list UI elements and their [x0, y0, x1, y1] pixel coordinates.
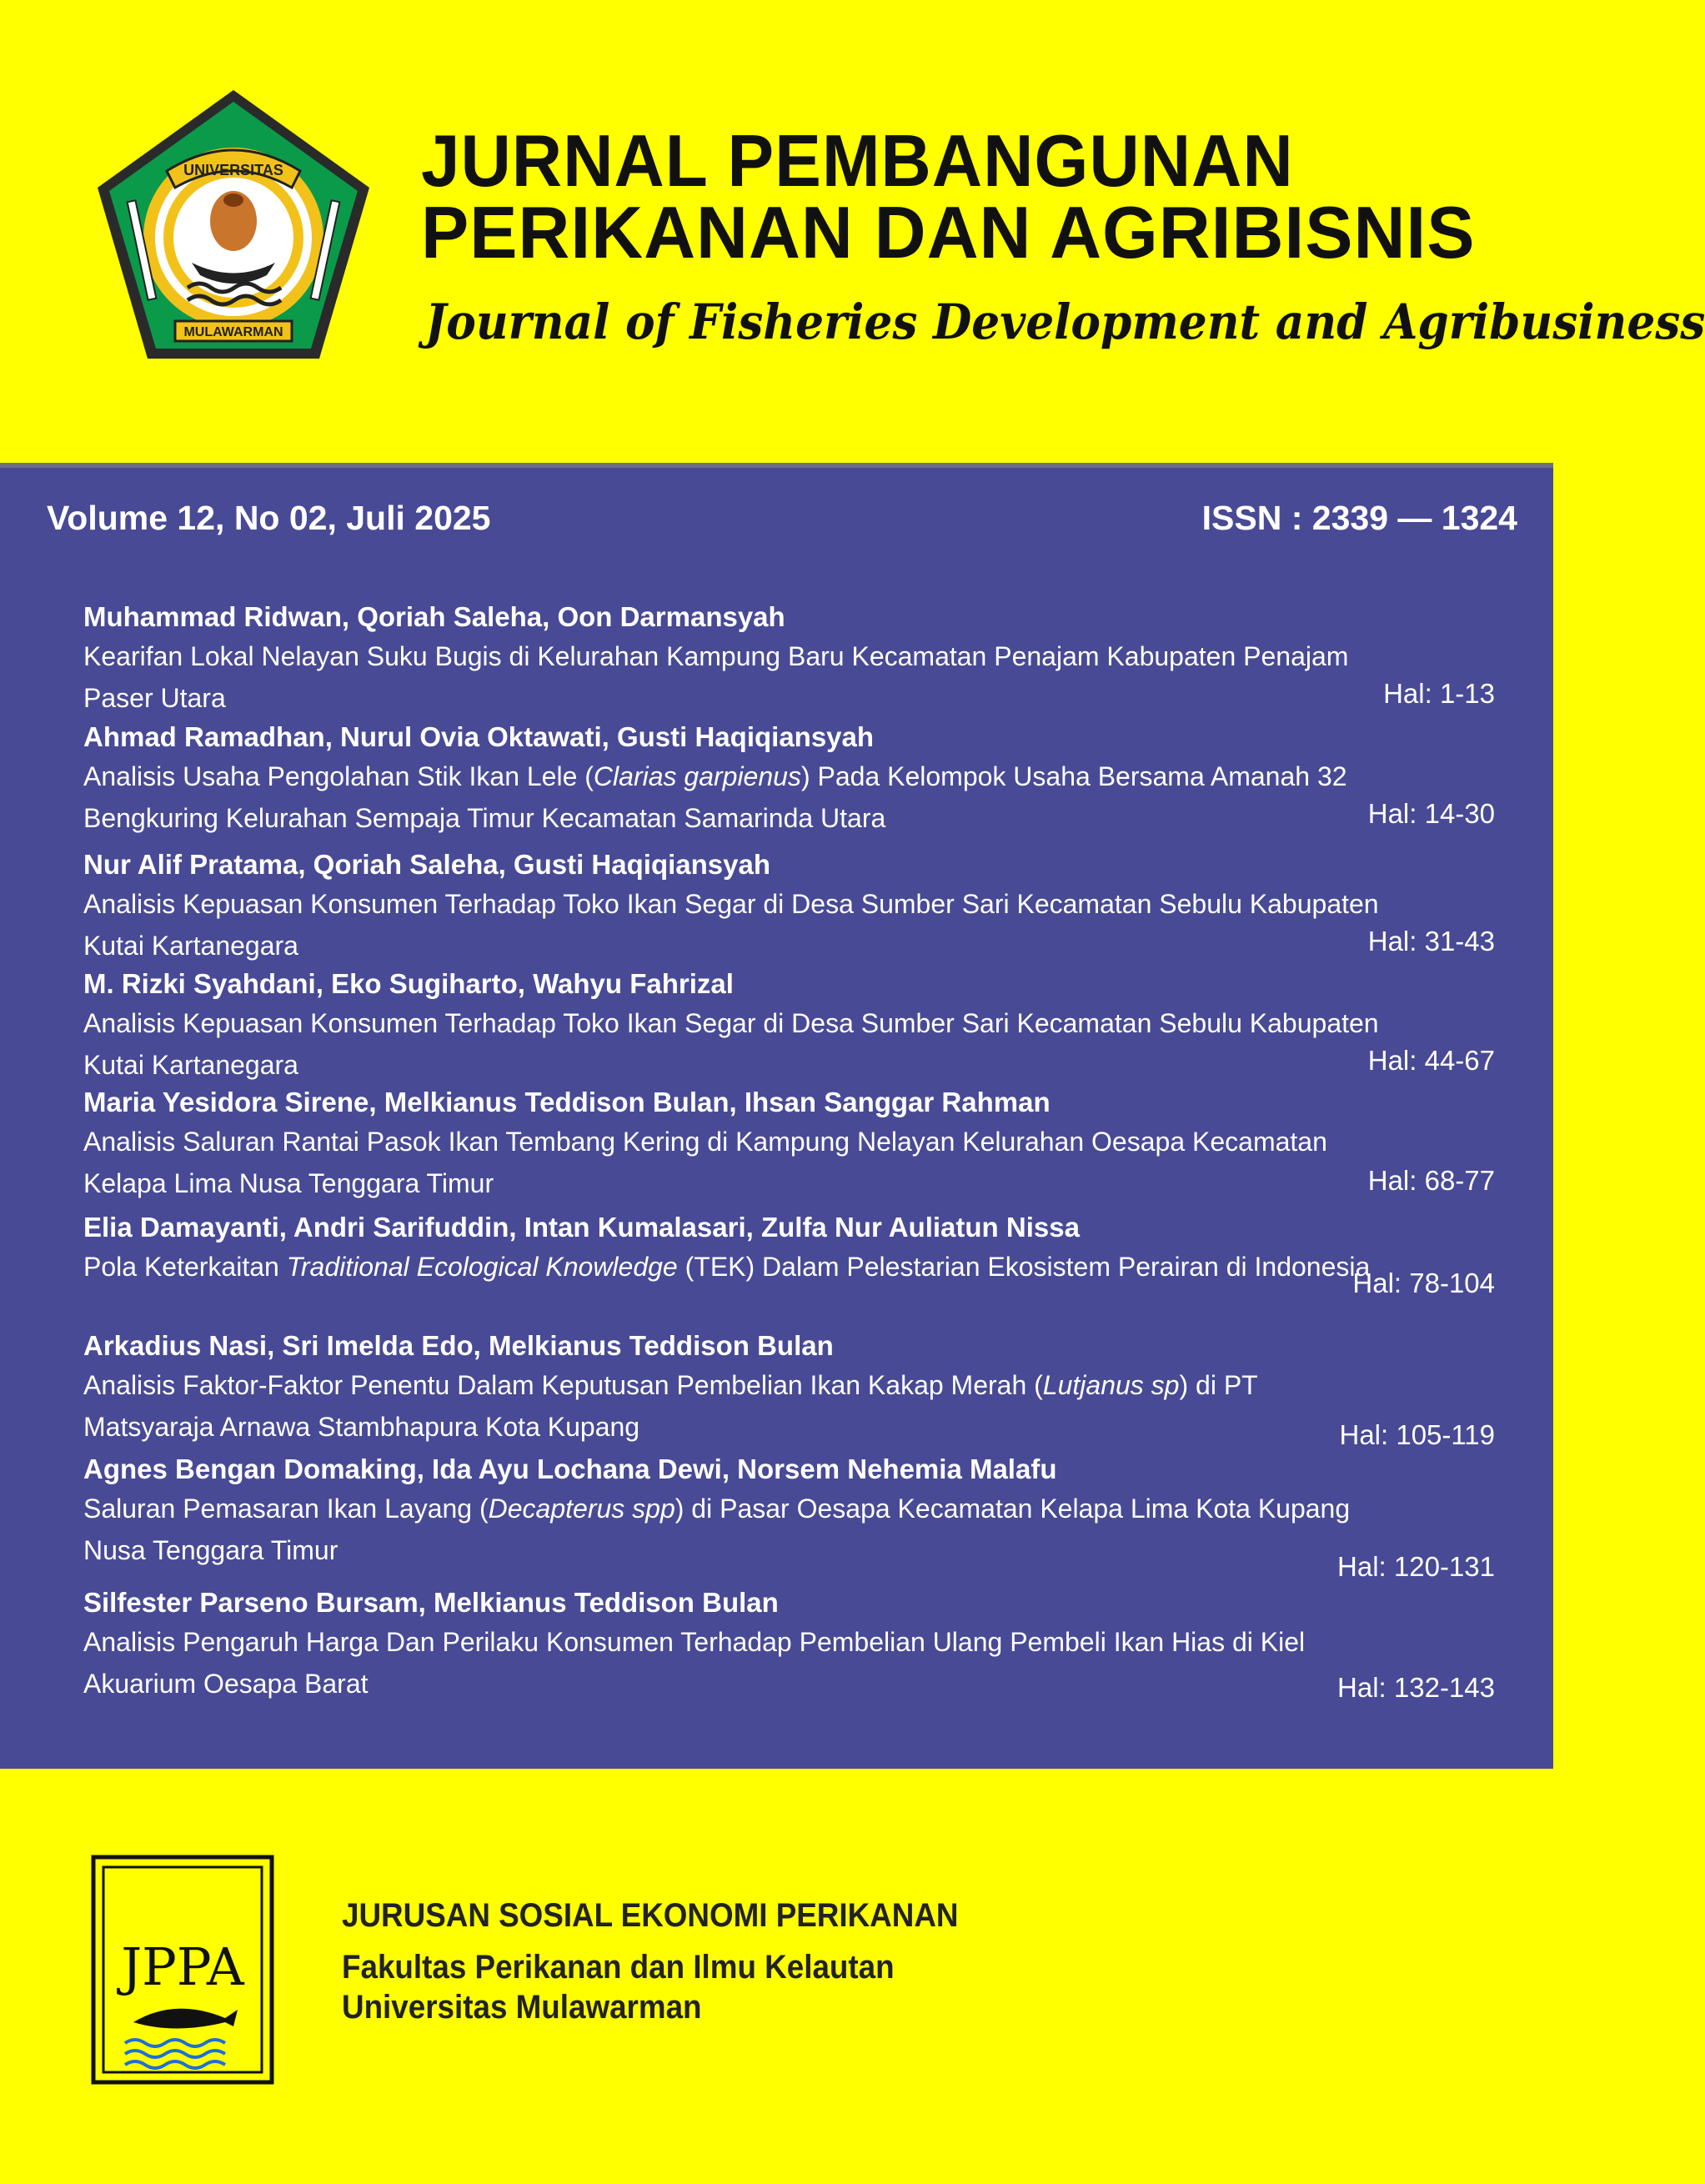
- article-pages: Hal: 120-131: [1337, 1551, 1495, 1582]
- article-pages: Hal: 78-104: [1352, 1268, 1495, 1298]
- department-name: JURUSAN SOSIAL EKONOMI PERIKANAN: [342, 1897, 959, 1934]
- article-pages: Hal: 105-119: [1339, 1419, 1495, 1450]
- article-title-italic: Lutjanus sp: [1042, 1370, 1180, 1400]
- article-title-text: ) di Pasar Oesapa Kecamatan Kelapa Lima Kota Kupang Nusa Tenggara Timur: [83, 1494, 1351, 1565]
- issn-number: ISSN : 2339 — 1324: [1201, 499, 1517, 537]
- volume-issue: Volume 12, No 02, Juli 2025: [47, 499, 491, 537]
- article-title-text: ) Pada Kelompok Usaha Bersama Amanah 32 Bengkuring Kelurahan Sempaja Timur Kecamatan Samarinda Utara: [83, 761, 1347, 833]
- article-title-text: Analisis Kepuasan Konsumen Terhadap Toko Ikan Segar di Desa Sumber Sari Kecamatan Sebulu Kabupaten Kutai Kartanegara: [83, 889, 1379, 961]
- article-title: [83, 1002, 1517, 1086]
- article-title: [83, 1488, 1517, 1571]
- article-title: [83, 883, 1517, 966]
- article-pages: Hal: 68-77: [1367, 1165, 1495, 1196]
- article-authors: Ahmad Ramadhan, Nurul Ovia Oktawati, Gusti Haqiqiansyah: [83, 721, 875, 752]
- article-entry: [83, 1584, 1517, 1705]
- article-pages: Hal: 44-67: [1367, 1045, 1495, 1076]
- article-entry: [83, 1328, 1517, 1448]
- article-authors: Muhammad Ridwan, Qoriah Saleha, Oon Darmansyah: [83, 601, 785, 632]
- faculty-name: Fakultas Perikanan dan Ilmu Kelautan: [342, 1949, 895, 1986]
- university-emblem-icon: [88, 83, 379, 375]
- article-entry: [83, 846, 1517, 966]
- article-title: [83, 1621, 1517, 1705]
- article-title-text: (TEK) Dalam Pelestarian Ekosistem Perairan di Indonesia: [677, 1252, 1371, 1282]
- article-title: [83, 1364, 1517, 1448]
- article-title-text: Kearifan Lokal Nelayan Suku Bugis di Kelurahan Kampung Baru Kecamatan Penajam Kabupaten Penajam Paser Utara: [83, 641, 1349, 713]
- journal-title-line2: PERIKANAN DAN AGRIBISNIS: [421, 191, 1476, 274]
- article-title-text: Analisis Pengaruh Harga Dan Perilaku Konsumen Terhadap Pembelian Ulang Pembeli Ikan Hias di Kiel Akuarium Oesapa Barat: [83, 1627, 1306, 1699]
- article-authors: Maria Yesidora Sirene, Melkianus Teddison Bulan, Ihsan Sanggar Rahman: [83, 1087, 1051, 1117]
- article-authors: Elia Damayanti, Andri Sarifuddin, Intan Kumalasari, Zulfa Nur Auliatun Nissa: [83, 1212, 1080, 1243]
- article-title-text: Pola Keterkaitan: [83, 1252, 287, 1282]
- article-title-italic: Clarias garpienus: [593, 761, 801, 791]
- article-authors: Silfester Parseno Bursam, Melkianus Teddison Bulan: [83, 1587, 779, 1618]
- article-entry: [83, 1209, 1517, 1288]
- journal-subtitle-english: Journal of Fisheries Development and Agribusiness: [425, 294, 1705, 350]
- article-pages: Hal: 1-13: [1383, 678, 1495, 709]
- journal-title-line1: JURNAL PEMBANGUNAN: [421, 119, 1294, 202]
- article-title-text: Analisis Usaha Pengolahan Stik Ikan Lele (: [83, 761, 594, 791]
- article-authors: Nur Alif Pratama, Qoriah Saleha, Gusti Haqiqiansyah: [83, 849, 771, 880]
- article-title-text: Saluran Pemasaran Ikan Layang (: [83, 1494, 489, 1524]
- article-title-text: ) di PT Matsyaraja Arnawa Stambhapura Kota Kupang: [83, 1370, 1258, 1442]
- article-title-italic: Traditional Ecological Knowledge: [286, 1252, 678, 1282]
- jppa-logo-icon: [92, 1855, 273, 2084]
- article-pages: Hal: 31-43: [1367, 926, 1495, 956]
- article-title: [83, 635, 1517, 719]
- article-pages: Hal: 14-30: [1367, 798, 1495, 829]
- article-title-text: Analisis Kepuasan Konsumen Terhadap Toko Ikan Segar di Desa Sumber Sari Kecamatan Sebulu Kabupaten Kutai Kartanegara: [83, 1008, 1379, 1080]
- article-title: [83, 1121, 1517, 1204]
- article-title: [83, 1246, 1517, 1288]
- cover-header: [0, 0, 1705, 463]
- article-title-text: Analisis Faktor-Faktor Penentu Dalam Keputusan Pembelian Ikan Kakap Merah (: [83, 1370, 1043, 1400]
- article-entry: [83, 1084, 1517, 1204]
- article-title-italic: Decapterus spp: [488, 1494, 675, 1524]
- university-name: Universitas Mulawarman: [342, 1989, 702, 2026]
- article-entry: [83, 599, 1517, 719]
- svg-text:UNIVERSITAS: UNIVERSITAS: [183, 162, 283, 178]
- article-pages: Hal: 132-143: [1337, 1672, 1495, 1703]
- article-authors: Agnes Bengan Domaking, Ida Ayu Lochana Dewi, Norsem Nehemia Malafu: [83, 1453, 1057, 1484]
- svg-text:JPPA: JPPA: [121, 1936, 244, 1997]
- article-authors: Arkadius Nasi, Sri Imelda Edo, Melkianus Teddison Bulan: [83, 1330, 834, 1361]
- article-authors: M. Rizki Syahdani, Eko Sugiharto, Wahyu Fahrizal: [83, 968, 734, 999]
- article-entry: [83, 1451, 1517, 1571]
- article-entry: [83, 719, 1517, 839]
- article-title: [83, 756, 1517, 839]
- article-entry: [83, 966, 1517, 1086]
- article-title-text: Analisis Saluran Rantai Pasok Ikan Tembang Kering di Kampung Nelayan Kelurahan Oesapa Kecamatan Kelapa Lima Nusa Tenggara Timur: [83, 1127, 1327, 1198]
- svg-text:MULAWARMAN: MULAWARMAN: [183, 325, 283, 339]
